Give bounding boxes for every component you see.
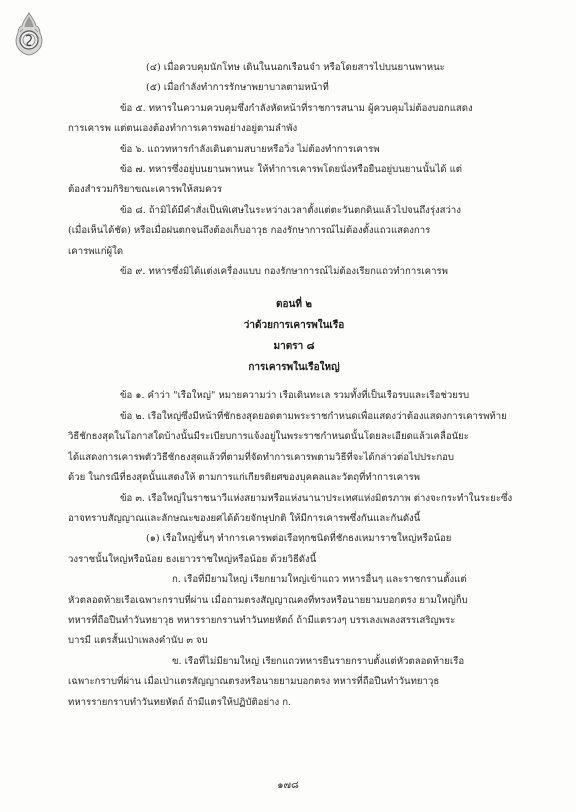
paragraph-line: ต้องสำรวมกิริยาขณะเคารพให้สมควร xyxy=(68,184,223,196)
paragraph-line: ทหารที่ถือปืนทำวันทยาวุธ ทหารรายกรานทำวันทยหัตถ์ ถ้ามีแตรวงๆ บรรเลงเพลงสรรเสริญพระ xyxy=(68,614,456,626)
paragraph-line: ข้อ ๙. ทหารซึ่งมิได้แต่งเครื่องแบบ กองรักษาการณ์ไม่ต้องเรียกแถวทำการเคารพ xyxy=(120,266,448,278)
paragraph-line: ด้วย ในกรณีที่ธงสุดนั้นแสดงให้ ตามการแก่เกียรติยศของบุคคลและวัตถุที่ทำการเคารพ xyxy=(68,472,420,484)
part-heading: ตอนที่ ๒ xyxy=(275,299,312,311)
paragraph-line: ทหารรายกราบทำวันทยหัตถ์ ถ้ามีแตรให้ปฏิบัติอย่าง ก. xyxy=(68,696,292,708)
paragraph-line: วิธีชักธงสุดในโอกาสใดบ้างนั้นมีระเบียบการแจ้งอยู่ในพระราชกำหนดนั้นโดยละเอียดแล้วเคลื่อนัยะ xyxy=(68,431,469,443)
section-spacer xyxy=(68,282,520,294)
paragraph-line: ก. เรือที่มียามใหญ่ เรียกยามใหญ่เข้าแถว ทหารอื่นๆ และราชกรานตั้งแต่ xyxy=(172,574,467,586)
paragraph-line: ข้อ ๓. เรือใหญ่ในราชนาวีแห่งสยามหรือแห่งนานาประเทศแห่งมิตรภาพ ต่างจะกระทำในระยะซึ่ง xyxy=(120,492,513,504)
paragraph-line: ได้แสดงการเคารพตัววิธีชักธงสุดแล้วที่ตามที่จัดทำการเคารพตามวิธีที่จะได้กล่าวต่อไปประกอบ xyxy=(68,451,454,463)
paragraph-line: ข. เรือที่ไม่มียามใหญ่ เรียกแถวทหารยืนรายกราบตั้งแต่หัวตลอดท้ายเรือ xyxy=(172,655,465,667)
section-title: การเคารพในเรือใหญ่ xyxy=(248,362,340,374)
paragraph-line: ข้อ ๕. ทหารในความควบคุมซึ่งกำลังหัดหน้าที่ราชการสนาม ผู้ควบคุมไม่ต้องบอกแสดง xyxy=(120,102,473,114)
page-number: ๑๗๘ xyxy=(277,780,299,791)
part-title: ว่าด้วยการเคารพในเรือ xyxy=(243,320,345,332)
paragraph-line: (๑) เรือใหญ่ชั้นๆ ทำการเคารพต่อเรือทุกชนิดที่ชักธงเหมาราชใหญ่หรือน้อย xyxy=(146,533,452,545)
paragraph-line: (๔) เมื่อควบคุมนักโทษ เดินในนอกเรือนจำ หรือโดยสารไปบนยานพาหนะ xyxy=(146,62,445,73)
royal-emblem-icon xyxy=(14,12,44,56)
paragraph-line: ข้อ ๗. ทหารซึ่งอยู่บนยานพาหนะ ให้ทำการเคารพโดยนั่งหรือยืนอยู่บนยานนั้นได้ แต่ xyxy=(120,164,462,176)
paragraph-line: เคารพแก่ผู้ใด xyxy=(68,245,124,257)
paragraph-line: ข้อ ๖. แถวทหารกำลังเดินตามสบายหรือวิ่ง ไม่ต้องทำการเคารพ xyxy=(120,143,380,155)
paragraph-line: (๕) เมื่อกำลังทำการรักษาพยาบาลตามหน้าที่ xyxy=(146,82,329,94)
paragraph-line: หัวตลอดท้ายเรือเฉพาะกราบที่ผ่าน เมื่อถามตรงสัญญาณคงที่ทรงหรือนายยามบอกตรง ยามใหญ่ก็บ xyxy=(68,594,468,606)
paragraph-line: ข้อ ๘. ถ้ามิได้มีคำสั่งเป็นพิเศษในระหว่างเวลาตั้งแต่ตะวันตกดินแล้วไปจนถึงรุ่งสว่าง xyxy=(120,204,461,216)
paragraph-line: ข้อ ๒. เรือใหญ่ซึ่งมีหน้าที่ชักธงสุดยอดตามพระราชกำหนดเพื่อแสดงว่าต้องแสดงการเคารพท้าย xyxy=(120,410,507,422)
paragraph-line: อาจทราบสัญญาณและลักษณะของยศได้ด้วยจักษุปกติ ให้มีการเคารพซึ่งกันและกันดังนี้ xyxy=(68,512,421,524)
paragraph-line: (เมื่อเห็นได้ชัด) หรือเมื่อฝนตกจนถึงต้องเก็บอาวุธ กองรักษาการณ์ไม่ต้องตั้งแถวแสดงการ xyxy=(68,225,431,237)
paragraph-line: การเคารพ แต่ตนเองต้องทำการเคารพอย่างอยู่ตามลำพัง xyxy=(68,123,298,135)
section-heading: มาตรา ๘ xyxy=(273,341,315,353)
paragraph-line: ข้อ ๑. คำว่า "เรือใหญ่" หมายความว่า เรือเดินทะเล รวมทั้งที่เป็นเรือรบและเรือช่วยรบ xyxy=(120,390,470,402)
paragraph-line: วงราชนั้นใหญ่หรือน้อย ธงเยาวราชใหญ่หรือน้อย ด้วยวิธีดังนี้ xyxy=(68,553,317,565)
paragraph-line: บารมี แตรสั้นเป่าเพลงคำนับ ๓ จบ xyxy=(68,635,208,647)
paragraph-line: เฉพาะกราบที่ผ่าน เมื่อเป่าแตรสัญญาณตรงหรือนายยามบอกตรง ทหารที่ถือปืนทำวันทยาวุธ xyxy=(68,676,440,688)
document-body xyxy=(68,58,520,713)
section-spacer xyxy=(68,378,520,386)
